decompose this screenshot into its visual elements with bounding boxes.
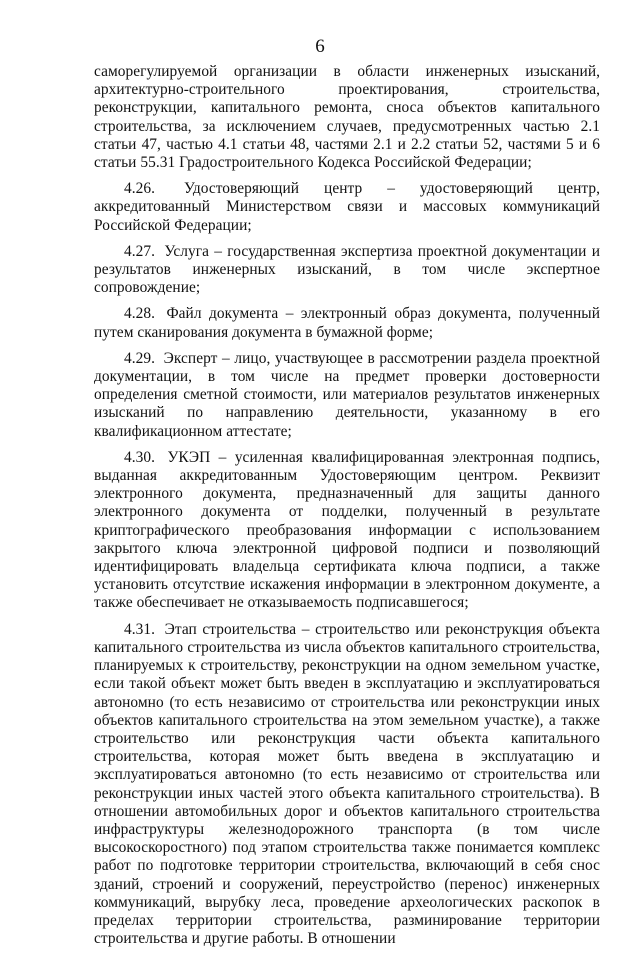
paragraph-number: 4.28. [124, 305, 156, 323]
paragraph-number: 4.31. [124, 620, 156, 638]
paragraph-4-29 [94, 350, 600, 441]
paragraph-text: Эксперт – лицо, участвующее в рассмотрении раздела проектной документации, в том числе на предмет проверки достоверности определения сметной стоимости, или материалов результатов инженерных изысканий по направлению деятельности, указанному в его квалификационном аттестате; [94, 349, 600, 440]
paragraph-4-28 [94, 305, 600, 341]
paragraph-4-30 [94, 449, 600, 613]
paragraph-4-31 [94, 621, 600, 949]
paragraph-text: УКЭП – усиленная квалифицированная электронная подпись, выданная аккредитованным Удостоверяющим центром. Реквизит электронного документа, предназначенный для защиты данного электронного документа от подделки, полученный в результате криптографического преобразования информации с использованием закрытого ключа электронной цифровой подписи и позволяющий идентифицировать владельца сертификата ключа подписи, а также установить отсутствие искажения информации в электронном документе, а также обеспечивает не отказываемость подписавшегося; [94, 448, 600, 612]
paragraph-4-26 [94, 180, 600, 235]
paragraph-number: 4.29. [124, 349, 156, 367]
paragraph-continuation [94, 63, 600, 172]
page-number: 6 [315, 36, 325, 57]
paragraph-4-27 [94, 243, 600, 298]
paragraph-text: Файл документа – электронный образ документа, полученный путем сканирования документа в бумажной форме; [94, 305, 600, 341]
paragraph-text: Услуга – государственная экспертиза проектной документации и результатов инженерных изысканий, в том числе экспертное сопровождение; [94, 242, 600, 297]
paragraph-number: 4.26. [124, 180, 156, 198]
paragraph-number: 4.30. [124, 448, 156, 466]
paragraph-text: Этап строительства – строительство или реконструкция объекта капитального строительства из числа объектов капитального строительства, планируемых к строительству, реконструкции на одном земельном участке, если такой объект может быть введен в эксплуатацию и эксплуатироваться автономно (то есть независимо от строительства или реконструкции иных объектов капитального строительства на этом земельном участке), а также строительство или реконструкция части объекта капитального строительства, которая может быть введена в эксплуатацию и эксплуатироваться автономно (то есть независимо от строительства или реконструкции иных частей этого объекта капитального строительства). В отношении автомобильных дорог и объектов капитального строительства инфраструктуры железнодорожного транспорта (в том числе высокоскоростного) под этапом строительства также понимается комплекс работ по подготовке территории строительства, включающий в себя снос зданий, строений и сооружений, переустройство (перенос) инженерных коммуникаций, вырубку леса, проведение археологических раскопок в пределах территории строительства, разминирование территории строительства и другие работы. В отношении [94, 620, 601, 948]
document-body [94, 63, 600, 956]
paragraph-text: Удостоверяющий центр – удостоверяющий центр, аккредитованный Министерством связи и массовых коммуникаций Российской Федерации; [94, 180, 600, 234]
paragraph-number: 4.27. [124, 242, 156, 260]
paragraph-text: саморегулируемой организации в области инженерных изысканий, архитектурно-строительного проектирования, строительства, реконструкции, капитального ремонта, сноса объектов капитального строительства, за исключением случаев, предусмотренных частью 2.1 статьи 47, частью 4.1 статьи 48, частями 2.1 и 2.2 статьи 52, частями 5 и 6 статьи 55.31 Градостроительного Кодекса Российской Федерации; [94, 63, 600, 172]
